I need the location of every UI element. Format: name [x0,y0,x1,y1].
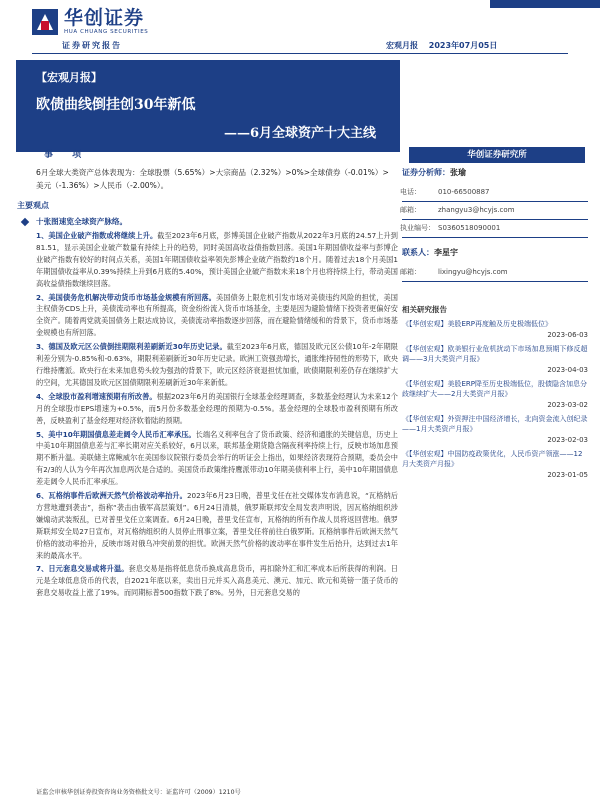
document-type: 证券研究报告 [62,41,122,50]
related-report-item[interactable]: 《【华创宏观】美股ERP降至历史极端低位，股债隐含加息分歧继续扩大——2月大类资产月报》 2023-03-02 [402,380,588,409]
contact-email[interactable]: lixingyu@hcyjs.com [438,268,508,276]
report-date: 2023年07月05日 [428,41,498,50]
contact-label: 联系人： [402,248,434,257]
point-item: 1、美国企业破产指数或将继续上升。截至2023年6月底，彭博美国企业破产指数从2022年3月底的24.57上升到81.51，显示美国企业破产数量有持续上升的趋势，同时美国高收益债指数回落。美国1年期国债收益率与彭博企业破产指数有较好的时间点关系，美国1年期国债收益率领先彭博企业破产指数约18个月。随着过去18个月美国1年期国债收益率从0.39%持续上升到6月底的5.40%，预计美国企业破产指数未来18个月也将持续上行，带动美国高收益债指数继续回落。 [36,231,398,288]
analyst-name: 张瑜 [450,168,466,177]
report-type: 宏观月报 [386,41,418,50]
point-item: 4、全球股市盈利增速预期有所改善。根据2023年6月的美国银行全球基金经理调查，多数基金经理认为未来12个月的全球股市EPS增速为+0.5%，而5月份多数基金经理的预期为-0.5%。基金经理的全球股市盈利预期有所改善，反映盈利了基金经理对经济软着陆的预期。 [36,391,398,425]
point-item: 5、美中10年期国债息差走阔令人民币汇率承压。长端名义利率包含了货币政策、经济和通胀的关键信息，历史上中美10年期国债息差与汇率长期对应关系较好，6月以来，联邦基金期货隐含隔夜利率持续上行，反映市场加息预期不断升温。美联储主席鲍威尔在美国参议院银行委员会举行的听证会上指出，如果经济表现符合预期，委员会中有2/3的人认为今年再次加息两次是合适的。美国货币政策维持鹰派带动10年期美债利率上行，美中10年期国债息差走阔令人民币汇率承压。 [36,429,398,487]
point-item: 3、德国及欧元区公债倒挂期限利差刷新近30年历史记录。截至2023年6月底，德国及欧元区公债10年-2年期限利差分别为-0.85%和-0.63%，期限利差刷新近30年历史记录。欧洲工资强劲增长，通胀维持韧性的形势下，欧央行维持鹰派。欧央行在未来加息势头较为强劲的背景下，欧元区经济衰退担忧加重，欧债期限利差仍存在继续扩大的空间，尤其德国及欧元区国债期限利差刷新近30年来新低。 [36,342,398,387]
header-divider [32,53,568,54]
sidebar-heading: 华创证券研究所 [409,147,585,163]
logo-name-en: HUA CHUANG SECURITIES [64,29,149,35]
contact-name: 李星宇 [434,248,458,257]
page-title: 欧债曲线倒挂创30年新低 [36,97,196,113]
point-item: 2、美国债务危机解决带动货币市场基金规模有所回落。美国债务上限危机引发市场对美债违约风险的担忧，美国主权债务CDS上升，美债流动率也有所提高，资金纷纷流入货币市场基金，主要是因为避险情绪下投资者更偏好安全资产。随着两党就美国债务上限达成协议，美债流动率指数逐步回落，而在避险情绪缓和的背景下，货币市场基金规模也有所回落。 [36,292,398,338]
related-report-item[interactable]: 《【华创宏观】欧美银行业危机扰动下市场加息预期下修反超调——3月大类资产月报》 2023-04-03 [402,345,588,374]
analyst-email[interactable]: zhangyu3@hcyjs.com [438,206,515,214]
top-accent-bar [490,0,600,8]
title-banner [16,60,400,152]
related-reports [402,304,588,484]
related-report-item[interactable]: 《【华创宏观】美股ERP再度触及历史极端低位》 2023-06-03 [402,320,588,339]
related-report-item[interactable]: 《【华创宏观】外资押注中国经济增长，北向资金流入创纪录——1月大类资产月报》 2023-02-03 [402,415,588,444]
logo-name-cn: 华创证券 [64,7,145,29]
point-item: 7、日元套息交易或将升温。套息交易是指将低息货币换成高息货币，再扣除外汇和汇率成本后所获得的利润。日元是全球低息货币的代表，自2021年底以来，卖出日元并买入高息美元、澳元、加元、欧元和英镑一篮子货币的套息交易收益上涨了19%。而同期标普500指数下跌了8%。另外，日元套息交易的 [36,564,398,598]
related-heading: 相关研究报告 [402,305,447,314]
related-report-item[interactable]: 《【华创宏观】中国防疫政策优化，人民币资产领涨——12月大类资产月报》 2023-01-05 [402,450,588,479]
analyst-license: S0360518090001 [438,224,501,232]
analyst-info: 证券分析师：张瑜 电话： 010-66500887 邮箱： zhangyu3@hcyjs.com 执业编号： S0360518090001 联系人：李星宇 邮箱： lixingyu@hcyjs.com [398,167,588,285]
intro-line: 十张图速览全球资产脉络。 [36,216,398,228]
header-meta [386,40,505,51]
summary-label: 事 项 [44,150,90,160]
point-item: 6、瓦格纳事件后欧洲天然气价格波动率抬升。2023年6月23日晚，普里戈任在社交媒体发布消息说，“瓦格纳后方营地遭到袭击”，指称“袭击由俄军高层策划”。6月24日清晨，俄罗斯联邦安全局发表声明说，因瓦格纳组织涉嫌煽动武装叛乱，已对普里戈任立案调查。6月24日晚，普里戈任宣布，瓦格纳的所有作战人员将返回营地。俄罗斯联邦安全局27日宣布，对瓦格纳组织的人员停止刑事立案，普里戈任将前往白俄罗斯。瓦格纳事件后欧洲天然气价格的波动率抬升，反映市场对俄乌冲突前景的担忧。欧洲天然气价格的波动率在事件发生后抬升，达到过去1年来的最高水平。 [36,491,398,560]
main-points-label: 主要观点 [17,201,49,210]
company-logo [32,8,148,36]
analyst-label: 证券分析师： [402,168,450,177]
logo-mark-icon [32,9,58,35]
title-tag: 【宏观月报】 [36,71,102,84]
main-points-body [36,216,398,601]
analyst-phone: 010-66500887 [438,188,490,196]
page-subtitle: ——6月全球资产十大主线 [223,126,376,141]
regulatory-footer: 证监会审核华创证券投资咨询业务资格批文号：证监许可（2009）1210号 [36,789,241,796]
summary-text: 6月全球大类资产总体表现为：全球股票（5.65%）>大宗商品（2.32%）>0%>全球债券（-0.01%）>美元（-1.36%）>人民币（-2.00%）。 [36,168,389,190]
